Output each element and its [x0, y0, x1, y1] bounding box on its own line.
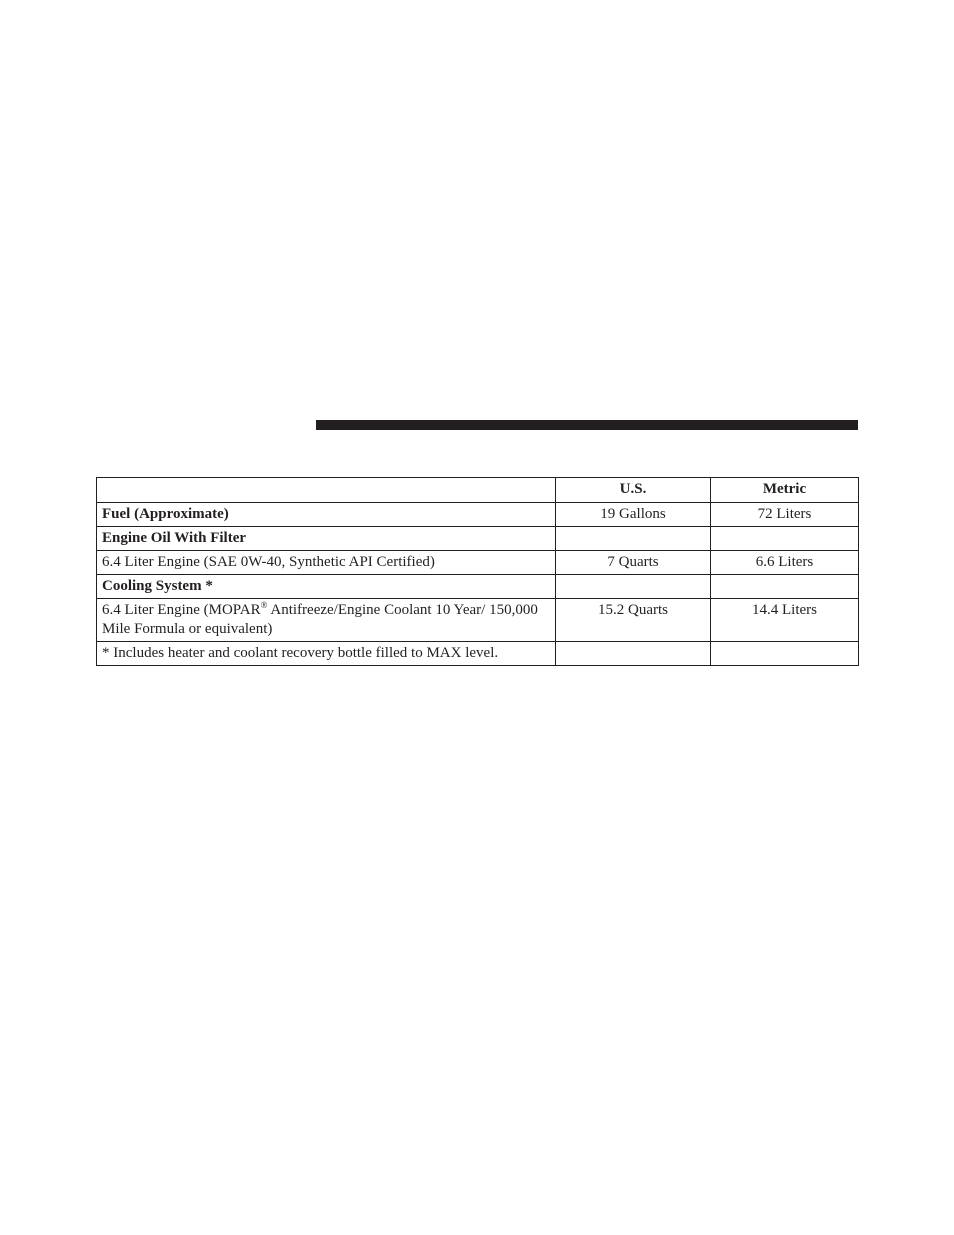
row-us-value [556, 527, 711, 551]
header-blank-cell [97, 478, 556, 503]
row-label-suffix: Antifreeze/Engine Coolant 10 Year/ 150,000 Mile Formula or equivalent) [102, 602, 538, 637]
row-metric-value: 6.6 Liters [711, 551, 859, 575]
row-label: Fuel (Approximate) [97, 503, 556, 527]
row-label: 6.4 Liter Engine (SAE 0W-40, Synthetic API Certified) [97, 551, 556, 575]
row-us-value: 7 Quarts [556, 551, 711, 575]
row-metric-value [711, 527, 859, 551]
row-label-prefix: 6.4 Liter Engine (MOPAR [102, 602, 261, 618]
row-us-value: 19 Gallons [556, 503, 711, 527]
row-us-value [556, 642, 711, 666]
header-us: U.S. [556, 478, 711, 503]
table-row [97, 527, 859, 551]
table-row [97, 503, 859, 527]
table-row [97, 551, 859, 575]
row-label [97, 599, 556, 642]
table-header-row [97, 478, 859, 503]
row-label: Cooling System * [97, 575, 556, 599]
row-metric-value: 72 Liters [711, 503, 859, 527]
row-us-value [556, 575, 711, 599]
row-label: Engine Oil With Filter [97, 527, 556, 551]
row-metric-value: 14.4 Liters [711, 599, 859, 642]
section-header-bar [316, 420, 858, 430]
table-row [97, 575, 859, 599]
row-footnote: * Includes heater and coolant recovery bottle filled to MAX level. [97, 642, 556, 666]
header-metric: Metric [711, 478, 859, 503]
registered-mark: ® [260, 600, 268, 610]
row-metric-value [711, 642, 859, 666]
table-row [97, 642, 859, 666]
row-metric-value [711, 575, 859, 599]
table-row [97, 599, 859, 642]
row-us-value: 15.2 Quarts [556, 599, 711, 642]
fluid-capacities-table [96, 477, 859, 666]
